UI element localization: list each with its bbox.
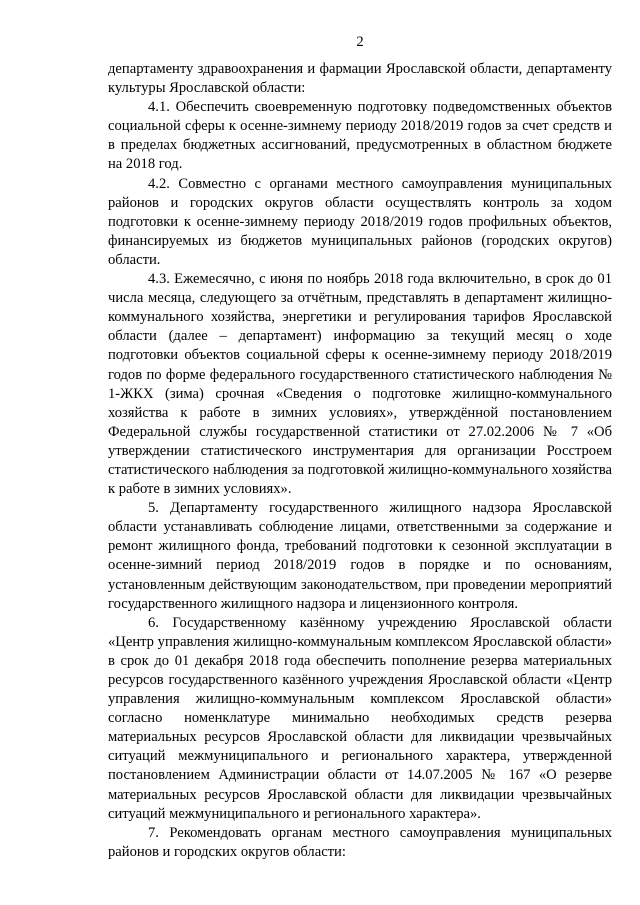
paragraph-6: 6. Государственному казённому учреждению Ярославской области «Центр управления жилищно-коммунальным комплексом Ярославской области» в срок до 01 декабря 2018 года обеспечить пополнение резерва материальных ресурсов государственного казённого учреждения Ярославской области «Центр управления жилищно-коммунальным комплексом Ярославской области» согласно номенклатуре минимально необходимых средств резерва материальных ресурсов Ярославской области для ликвидации чрезвычайных ситуаций межмуниципального и регионального характера, утвержденной постановлением Администрации области от 14.07.2005 № 167 «О резерве материальных ресурсов Ярославской области для ликвидации чрезвычайных ситуаций межмуниципального и регионального характера». bbox=[108, 614, 612, 822]
paragraph-5: 5. Департаменту государственного жилищного надзора Ярославской области устанавливать соблюдение лицами, ответственными за содержание и ремонт жилищного фонда, требований подготовки к сезонной эксплуатации в осенне-зимний период 2018/2019 годов в порядке и по основаниям, установленным действующим законодательством, при проведении мероприятий государственного жилищного надзора и лицензионного контроля. bbox=[108, 500, 612, 612]
paragraph-7: 7. Рекомендовать органам местного самоуправления муниципальных районов и городских округов области: bbox=[108, 824, 612, 860]
paragraph-4-1: 4.1. Обеспечить своевременную подготовку подведомственных объектов социальной сферы к осенне-зимнему периоду 2018/2019 годов за счет средств и в пределах бюджетных ассигнований, предусмотренных в областном бюджете на 2018 год. bbox=[108, 99, 612, 173]
document-page bbox=[108, 28, 612, 862]
page-number: 2 bbox=[356, 34, 364, 50]
paragraph-4-3: 4.3. Ежемесячно, с июня по ноябрь 2018 года включительно, в срок до 01 числа месяца, следующего за отчётным, представлять в департамент жилищно-коммунального хозяйства, энергетики и регулирования тарифов Ярославской области (далее – департамент) информацию за текущий месяц о ходе подготовки объектов социальной сферы к осенне-зимнему периоду 2018/2019 годов по форме федерального государственного статистического наблюдения № 1-ЖКХ (зима) срочная «Сведения о подготовке жилищно-коммунального хозяйства к работе в зимних условиях», утверждённой постановлением Федеральной службы государственной статистики от 27.02.2006 № 7 «Об утверждении статистического инструментария для организации Росстроем статистического наблюдения за подготовкой жилищно-коммунального хозяйства к работе в зимних условиях». bbox=[108, 271, 612, 498]
paragraph-continuation: департаменту здравоохранения и фармации Ярославской области, департаменту культуры Ярославской области: bbox=[108, 61, 612, 97]
paragraph-4-2: 4.2. Совместно с органами местного самоуправления муниципальных районов и городских округов области осуществлять контроль за ходом подготовки к осенне-зимнему периоду 2018/2019 годов профильных объектов, финансируемых из бюджетов муниципальных районов (городских округов) области. bbox=[108, 175, 612, 268]
